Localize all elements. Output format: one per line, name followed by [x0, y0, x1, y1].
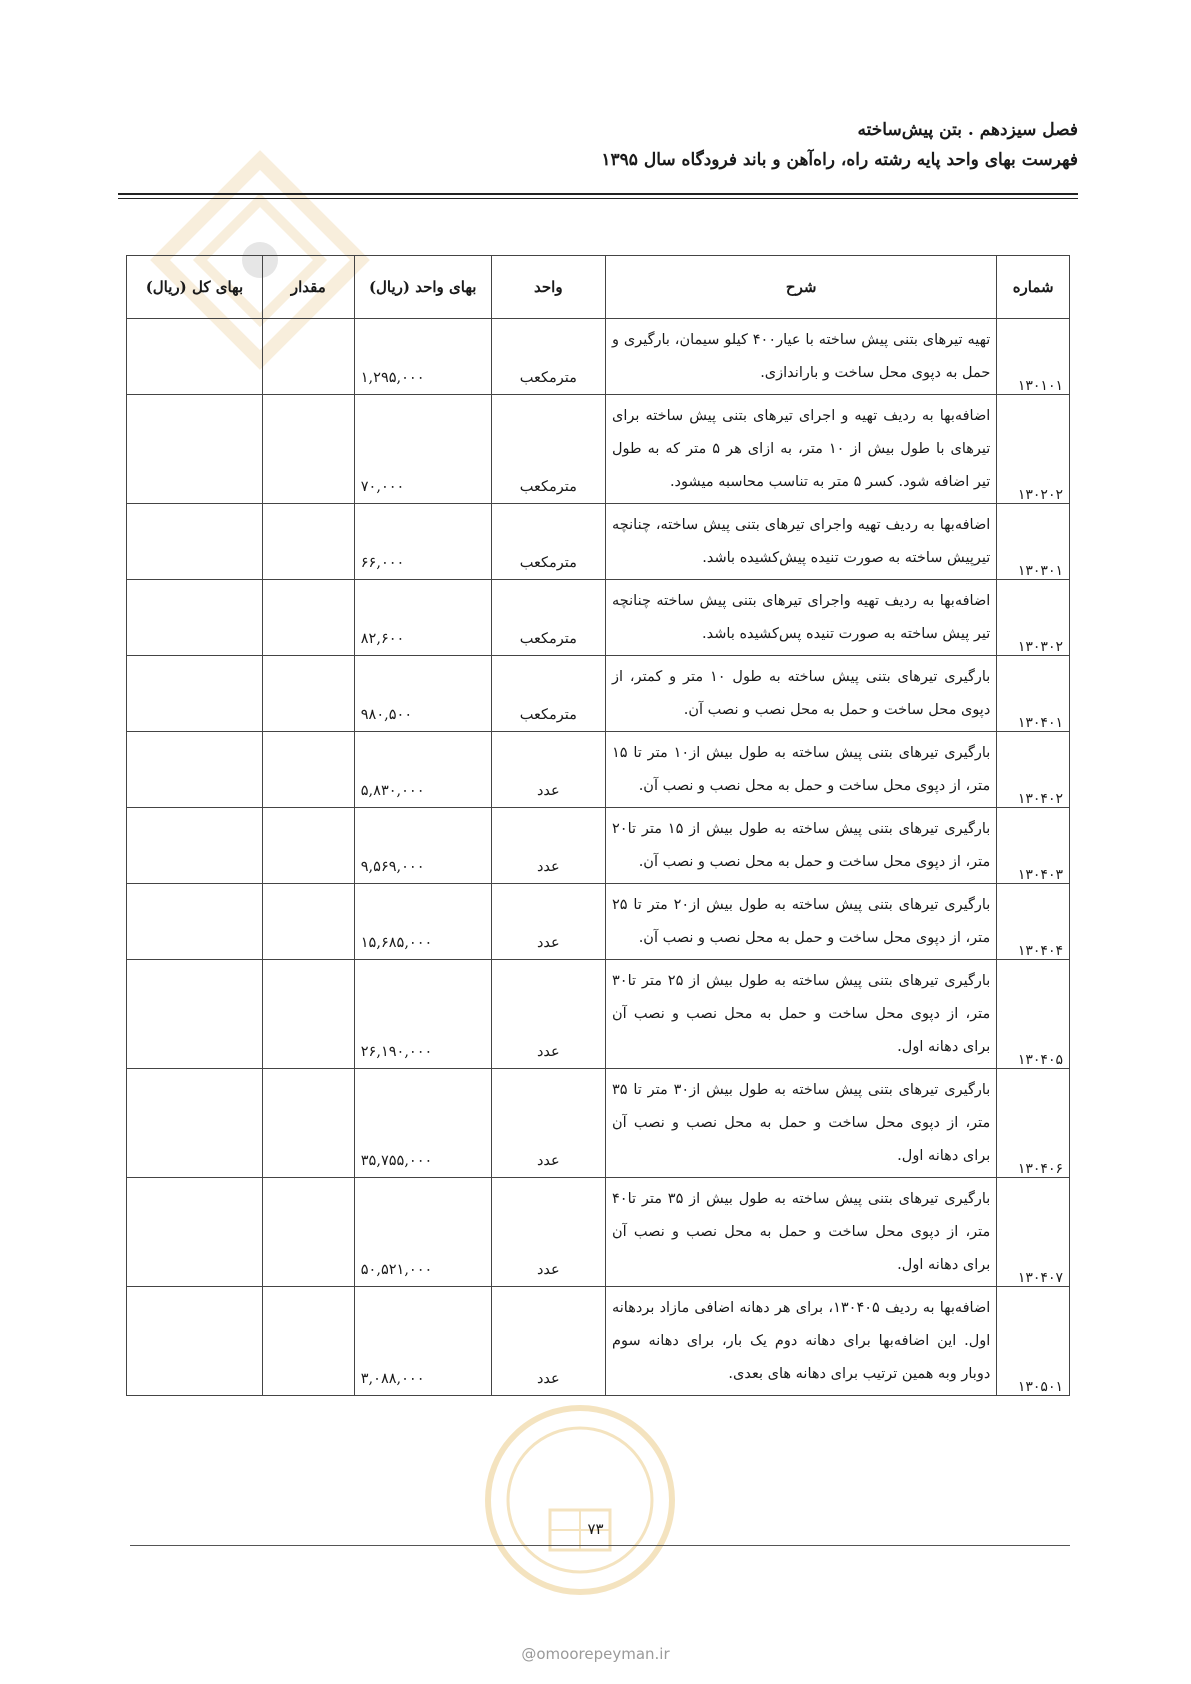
row-number: ۱۳۰۴۰۲ [997, 732, 1070, 808]
row-unit-price: ۸۲,۶۰۰ [354, 580, 491, 656]
row-total-price [127, 1069, 263, 1178]
row-quantity [262, 884, 354, 960]
row-quantity [262, 656, 354, 732]
row-unit-price: ۳۵,۷۵۵,۰۰۰ [354, 1069, 491, 1178]
price-table [126, 255, 1070, 1396]
row-total-price [127, 395, 263, 504]
row-description: تهیه تیرهای بتنی پیش ساخته با عیار۴۰۰ کیلو سیمان، بارگیری و حمل به دپوی محل ساخت و باراندازی. [606, 319, 997, 395]
row-total-price [127, 1178, 263, 1287]
row-unit-price: ۶۶,۰۰۰ [354, 504, 491, 580]
row-description: اضافه‌بها به ردیف تهیه و اجرای تیرهای بتنی پیش ساخته برای تیرهای با طول بیش از ۱۰ متر، به ازای هر ۵ متر که به طول تیر اضافه شود. کسر ۵ متر به تناسب محاسبه میشود. [606, 395, 997, 504]
row-number: ۱۳۰۳۰۱ [997, 504, 1070, 580]
row-unit-price: ۷۰,۰۰۰ [354, 395, 491, 504]
table-row [127, 1069, 1070, 1178]
row-total-price [127, 656, 263, 732]
row-total-price [127, 808, 263, 884]
col-unit-header: واحد [491, 256, 605, 319]
row-description: بارگیری تیرهای بتنی پیش ساخته به طول بیش از۲۰ متر تا ۲۵ متر، از دپوی محل ساخت و حمل به محل نصب و نصب آن. [606, 884, 997, 960]
row-number: ۱۳۰۴۰۷ [997, 1178, 1070, 1287]
row-quantity [262, 319, 354, 395]
row-number: ۱۳۰۴۰۳ [997, 808, 1070, 884]
col-quantity-header: مقدار [262, 256, 354, 319]
row-total-price [127, 504, 263, 580]
row-unit-price: ۹۸۰,۵۰۰ [354, 656, 491, 732]
row-unit-price: ۱۵,۶۸۵,۰۰۰ [354, 884, 491, 960]
row-number: ۱۳۰۲۰۲ [997, 395, 1070, 504]
header-rule-thin [118, 198, 1078, 199]
table-row [127, 884, 1070, 960]
header-rule [118, 193, 1078, 195]
row-total-price [127, 319, 263, 395]
row-description: بارگیری تیرهای بتنی پیش ساخته به طول بیش از ۲۵ متر تا۳۰ متر، از دپوی محل ساخت و حمل به محل نصب و نصب آن برای دهانه اول. [606, 960, 997, 1069]
row-unit-price: ۱,۲۹۵,۰۰۰ [354, 319, 491, 395]
col-unit-price-header: بهای واحد (ریال) [354, 256, 491, 319]
row-description: بارگیری تیرهای بتنی پیش ساخته به طول بیش از ۳۵ متر تا۴۰ متر، از دپوی محل ساخت و حمل به محل نصب و نصب آن برای دهانه اول. [606, 1178, 997, 1287]
row-total-price [127, 580, 263, 656]
row-quantity [262, 960, 354, 1069]
row-description: اضافه‌بها به ردیف ۱۳۰۴۰۵، برای هر دهانه اضافی مازاد بردهانه اول. این اضافه‌بها برای دهانه دوم یک بار، برای دهانه سوم دوبار وبه همین ترتیب برای دهانه های بعدی. [606, 1287, 997, 1396]
row-description: بارگیری تیرهای بتنی پیش ساخته به طول ۱۰ متر و کمتر، از دپوی محل ساخت و حمل به محل نصب و نصب آن. [606, 656, 997, 732]
row-description: بارگیری تیرهای بتنی پیش ساخته به طول بیش از۳۰ متر تا ۳۵ متر، از دپوی محل ساخت و حمل به محل نصب و نصب آن برای دهانه اول. [606, 1069, 997, 1178]
table-row [127, 656, 1070, 732]
row-quantity [262, 1069, 354, 1178]
row-unit: عدد [491, 732, 605, 808]
row-number: ۱۳۰۵۰۱ [997, 1287, 1070, 1396]
page-header [118, 118, 1078, 172]
row-number: ۱۳۰۱۰۱ [997, 319, 1070, 395]
table-row [127, 960, 1070, 1069]
row-quantity [262, 1178, 354, 1287]
row-unit: مترمکعب [491, 395, 605, 504]
row-total-price [127, 732, 263, 808]
row-number: ۱۳۰۴۰۵ [997, 960, 1070, 1069]
chapter-title: فصل سیزدهم . بتن پیش‌ساخته [857, 120, 1078, 140]
table-row [127, 1287, 1070, 1396]
row-description: اضافه‌بها به ردیف تهیه واجرای تیرهای بتنی پیش ساخته، چنانچه تیرپیش ساخته به صورت تنیده پیش‌کشیده باشد. [606, 504, 997, 580]
row-quantity [262, 1287, 354, 1396]
table-row [127, 732, 1070, 808]
footer-rule [130, 1545, 1070, 1546]
row-number: ۱۳۰۴۰۶ [997, 1069, 1070, 1178]
row-unit: مترمکعب [491, 656, 605, 732]
row-description: بارگیری تیرهای بتنی پیش ساخته به طول بیش از۱۰ متر تا ۱۵ متر، از دپوی محل ساخت و حمل به محل نصب و نصب آن. [606, 732, 997, 808]
document-subtitle: فهرست بهای واحد پایه رشته راه، راه‌آهن و باند فرودگاه سال ۱۳۹۵ [601, 150, 1078, 170]
row-description: بارگیری تیرهای بتنی پیش ساخته به طول بیش از ۱۵ متر تا۲۰ متر، از دپوی محل ساخت و حمل به محل نصب و نصب آن. [606, 808, 997, 884]
row-total-price [127, 960, 263, 1069]
site-watermark: @omoorepeyman.ir [521, 1645, 670, 1663]
row-quantity [262, 732, 354, 808]
row-total-price [127, 1287, 263, 1396]
row-unit: عدد [491, 1069, 605, 1178]
table-row [127, 319, 1070, 395]
row-unit: مترمکعب [491, 580, 605, 656]
page-number: ۷۳ [587, 1520, 604, 1538]
row-unit-price: ۹,۵۶۹,۰۰۰ [354, 808, 491, 884]
row-quantity [262, 504, 354, 580]
row-quantity [262, 580, 354, 656]
row-unit-price: ۵۰,۵۲۱,۰۰۰ [354, 1178, 491, 1287]
row-number: ۱۳۰۳۰۲ [997, 580, 1070, 656]
row-unit: عدد [491, 884, 605, 960]
row-unit: عدد [491, 808, 605, 884]
row-unit-price: ۲۶,۱۹۰,۰۰۰ [354, 960, 491, 1069]
table-row [127, 504, 1070, 580]
watermark-seal-icon [480, 1400, 680, 1600]
col-total-price-header: بهای کل (ریال) [127, 256, 263, 319]
row-unit: عدد [491, 960, 605, 1069]
row-unit: عدد [491, 1178, 605, 1287]
row-unit-price: ۳,۰۸۸,۰۰۰ [354, 1287, 491, 1396]
row-unit-price: ۵,۸۳۰,۰۰۰ [354, 732, 491, 808]
row-unit: مترمکعب [491, 504, 605, 580]
row-number: ۱۳۰۴۰۴ [997, 884, 1070, 960]
row-unit: عدد [491, 1287, 605, 1396]
row-total-price [127, 884, 263, 960]
table-row [127, 395, 1070, 504]
row-unit: مترمکعب [491, 319, 605, 395]
row-description: اضافه‌بها به ردیف تهیه واجرای تیرهای بتنی پیش ساخته چنانچه تیر پیش ساخته به صورت تنیده پس‌کشیده باشد. [606, 580, 997, 656]
table-header-row [127, 256, 1070, 319]
table-row [127, 808, 1070, 884]
row-quantity [262, 395, 354, 504]
row-quantity [262, 808, 354, 884]
col-description-header: شرح [606, 256, 997, 319]
table-row [127, 580, 1070, 656]
row-number: ۱۳۰۴۰۱ [997, 656, 1070, 732]
col-number-header: شماره [997, 256, 1070, 319]
table-row [127, 1178, 1070, 1287]
